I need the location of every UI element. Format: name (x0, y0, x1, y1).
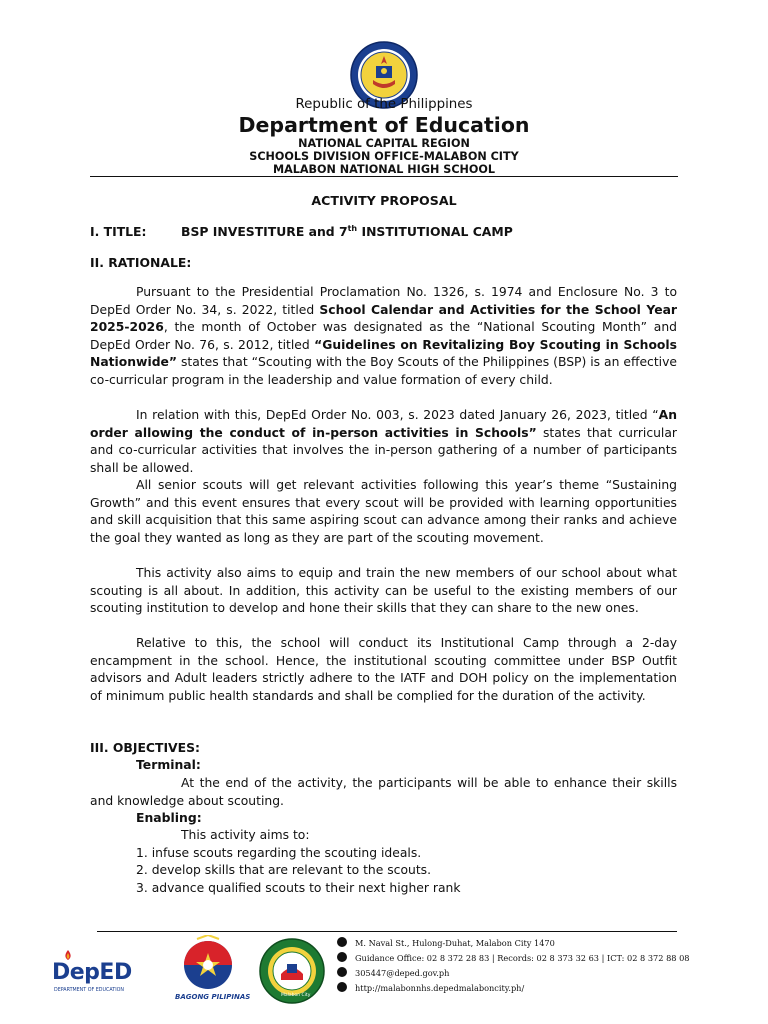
footer-divider (97, 931, 677, 932)
terminal-label: Terminal: (136, 757, 201, 772)
bagong-pilipinas-logo (175, 935, 255, 1003)
deped-subtitle: DEPARTMENT OF EDUCATION (54, 988, 124, 993)
website-line (355, 983, 524, 993)
rationale-paragraph-1: Pursuant to the Presidential Proclamation No. 1326, s. 1974 and Enclosure No. 3 to DepEd Order No. 34, s. 2022, titled School Calendar and Activities for the School Year 2025-2026, the month of October was designated as the “National Scouting Month” and DepEd Order No. 76, s. 2012, titled “Guidelines on Revitalizing Boy Scouting in Schools Nationwide” states that “Scouting with the Boy Scouts of the Philippines (BSP) is an effective co-curricular program in the leadership and value formation of every child. (90, 285, 677, 387)
enabling-label: Enabling: (136, 810, 202, 825)
section-title-label: I. TITLE: (90, 224, 147, 239)
header-divider (90, 176, 678, 177)
location-pin-icon (337, 937, 347, 947)
rationale-paragraph-3: All senior scouts will get relevant activities following this year’s theme “Sustaining Growth” and this event ensures that every scout will be provided with learning opportunities and skill acquisition that this same aspiring scout can advance among their ranks and achieve the goal they wanted as long as they are part of the scouting movement. (90, 478, 677, 545)
republic-line: Republic of the Philippines (295, 97, 473, 112)
bagong-pilipinas-emblem (177, 935, 239, 991)
objectives-heading: III. OBJECTIVES: (90, 740, 200, 755)
rationale-paragraph-4: This activity also aims to equip and train the new members of our school about what scouting is all about. In addition, this activity can be useful to the existing members of our scouting institution to develop and hone their skills that they can share to the new ones. (90, 566, 677, 616)
rationale-paragraph-2: In relation with this, DepEd Order No. 003, s. 2023 dated January 26, 2023, titled “An order allowing the conduct of in-person activities in Schools” states that curricular and co-curricular activities that involves the in-person gathering of a number of participants shall be allowed. (90, 408, 678, 475)
document-title: ACTIVITY PROPOSAL (311, 193, 457, 208)
department-name: Department of Education (238, 113, 530, 137)
deped-wordmark: DepED (52, 960, 132, 985)
address-line: M. Naval St., Hulong-Duhat, Malabon City 1470 (355, 938, 555, 948)
section-title-heading (90, 224, 513, 240)
objective-item: 3. advance qualified scouts to their next higher rank (136, 881, 461, 895)
rationale-paragraph-5: Relative to this, the school will conduct its Institutional Camp through a 2-day encampment in the school. Hence, the institutional scouting committee under BSP Outfit advisors and Adult leaders strictly adhere to the IATF and DOH policy on the implementation of minimum public health standards and shall be complied for the duration of the activity. (90, 636, 677, 703)
email-icon (337, 967, 347, 977)
division-line: SCHOOLS DIVISION OFFICE-MALABON CITY (249, 150, 519, 163)
school-seal-city: Malabon City (281, 993, 311, 998)
activity-title: BSP INVESTITURE and 7th INSTITUTIONAL CAMP (181, 224, 513, 240)
objective-item: 2. develop skills that are relevant to the scouts. (136, 863, 432, 877)
objective-item: 1. infuse scouts regarding the scouting ideals. (136, 846, 422, 860)
terminal-objective: At the end of the activity, the participants will be able to enhance their skills and knowledge about scouting. (90, 776, 677, 808)
phone-icon (337, 952, 347, 962)
deped-logo (52, 950, 152, 1000)
rationale-heading: II. RATIONALE: (90, 255, 192, 270)
enabling-intro: This activity aims to: (181, 828, 310, 842)
bagong-pilipinas-text: BAGONG PILIPINAS (175, 993, 251, 1001)
website-link[interactable]: http://malabonnhs.depedmalaboncity.ph/ (355, 983, 525, 993)
region-line: NATIONAL CAPITAL REGION (298, 137, 470, 150)
globe-icon (337, 982, 347, 992)
email-line: 305447@deped.gov.ph (355, 968, 449, 978)
school-line: MALABON NATIONAL HIGH SCHOOL (272, 163, 496, 176)
phone-line: Guidance Office: 02 8 372 28 83 | Records: 02 8 373 32 63 | ICT: 02 8 372 88 08 (355, 953, 690, 963)
